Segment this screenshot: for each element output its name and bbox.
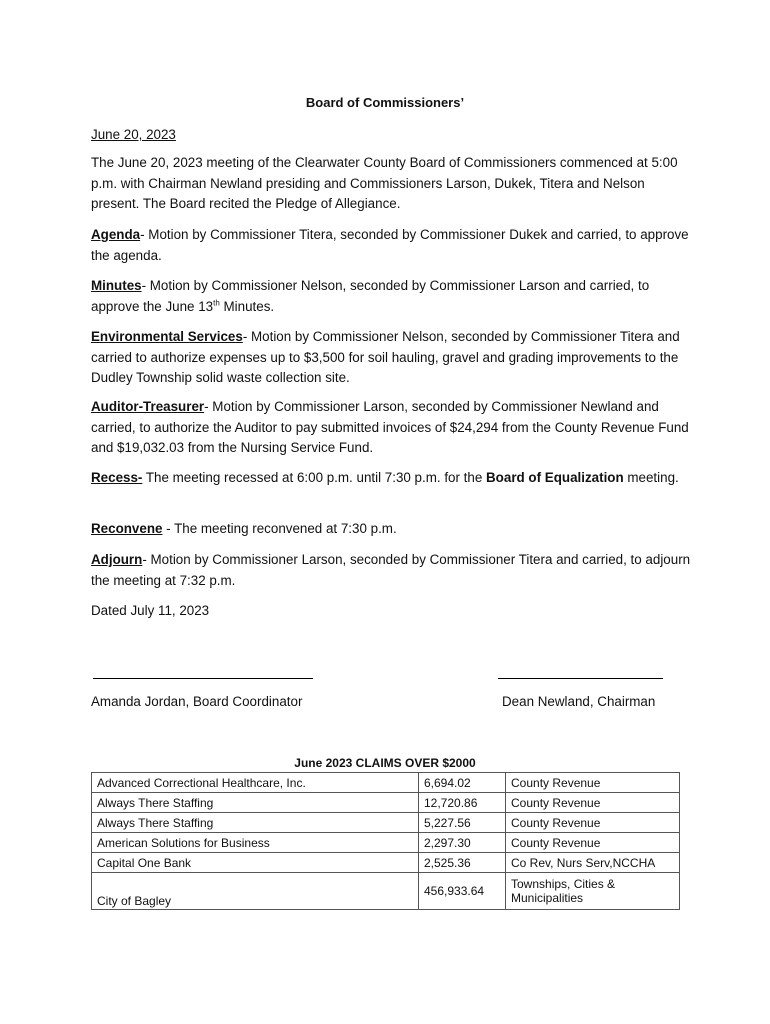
claim-amount: 6,694.02 (419, 773, 506, 793)
table-row (92, 873, 680, 910)
reconvene-paragraph (91, 519, 691, 540)
claim-fund: County Revenue (506, 773, 680, 793)
recess-tail: meeting. (623, 470, 679, 485)
adjourn-text: - Motion by Commissioner Larson, seconded by Commissioner Titera and carried, to adjourn the meeting at 7:32 p.m. (91, 552, 691, 588)
minutes-text: - Motion by Commissioner Nelson, seconded by Commissioner Larson and carried, to approve the June 13 (91, 278, 650, 314)
document-title: Board of Commissioners’ (305, 95, 465, 110)
claim-fund: Townships, Cities & Municipalities (506, 873, 680, 910)
reconvene-text: - The meeting reconvened at 7:30 p.m. (162, 521, 397, 536)
claim-vendor: City of Bagley (92, 873, 419, 910)
claims-table (91, 772, 680, 910)
agenda-text: - Motion by Commissioner Titera, seconded by Commissioner Dukek and carried, to approve the agenda. (91, 227, 689, 263)
adjourn-paragraph (91, 550, 691, 591)
claim-fund: County Revenue (506, 813, 680, 833)
recess-paragraph (91, 468, 691, 489)
minutes-tail: Minutes. (219, 298, 275, 314)
minutes-paragraph (91, 276, 691, 317)
adjourn-heading: Adjourn (91, 552, 143, 567)
agenda-paragraph (91, 225, 691, 266)
signature-name-right: Dean Newland, Chairman (502, 694, 656, 709)
reconvene-heading: Reconvene (91, 521, 163, 536)
claim-amount: 456,933.64 (419, 873, 506, 910)
claims-table-title: June 2023 CLAIMS OVER $2000 (294, 756, 476, 770)
claim-amount: 12,720.86 (419, 793, 506, 813)
claim-amount: 2,525.36 (419, 853, 506, 873)
environmental-paragraph (91, 327, 691, 389)
claim-vendor: Always There Staffing (92, 813, 419, 833)
claim-vendor: Always There Staffing (92, 793, 419, 813)
table-row (92, 853, 680, 873)
claim-vendor: American Solutions for Business (92, 833, 419, 853)
claim-fund: Co Rev, Nurs Serv,NCCHA (506, 853, 680, 873)
signature-line-right (498, 678, 663, 679)
table-row (92, 833, 680, 853)
table-row (92, 793, 680, 813)
claim-vendor: Capital One Bank (92, 853, 419, 873)
claim-vendor: Advanced Correctional Healthcare, Inc. (92, 773, 419, 793)
recess-text: The meeting recessed at 6:00 p.m. until 7:30 p.m. for the (142, 470, 487, 485)
auditor-text: - Motion by Commissioner Larson, seconded by Commissioner Newland and carried, to authorize the Auditor to pay submitted invoices of $24,294 from the County Revenue Fund and $19,032.03 from the Nursing Service Fund. (91, 399, 689, 455)
recess-bold: Board of Equalization (486, 470, 624, 485)
auditor-paragraph (91, 397, 691, 459)
claim-fund: County Revenue (506, 833, 680, 853)
recess-heading: Recess- (91, 470, 143, 485)
environmental-heading: Environmental Services (91, 329, 243, 344)
auditor-heading: Auditor-Treasurer (91, 399, 205, 414)
minutes-heading: Minutes (91, 278, 142, 293)
signature-name-left: Amanda Jordan, Board Coordinator (91, 694, 303, 709)
meeting-date: June 20, 2023 (91, 127, 176, 142)
claim-fund: County Revenue (506, 793, 680, 813)
agenda-heading: Agenda (91, 227, 141, 242)
claim-amount: 5,227.56 (419, 813, 506, 833)
environmental-text: - Motion by Commissioner Nelson, seconded by Commissioner Titera and carried to authorize expenses up to $3,500 for soil hauling, gravel and grading improvements to the Dudley Township solid waste collection site. (91, 329, 680, 385)
table-row (92, 773, 680, 793)
intro-paragraph: The June 20, 2023 meeting of the Clearwater County Board of Commissioners commenced at 5:00 p.m. with Chairman Newland presiding and Commissioners Larson, Dukek, Titera and Nelson present. The Board recited the Pledge of Allegiance. (91, 155, 678, 211)
minutes-superscript: th (213, 298, 220, 308)
dated-line: Dated July 11, 2023 (91, 603, 210, 618)
signature-line-left (93, 678, 313, 679)
claim-amount: 2,297.30 (419, 833, 506, 853)
table-row (92, 813, 680, 833)
